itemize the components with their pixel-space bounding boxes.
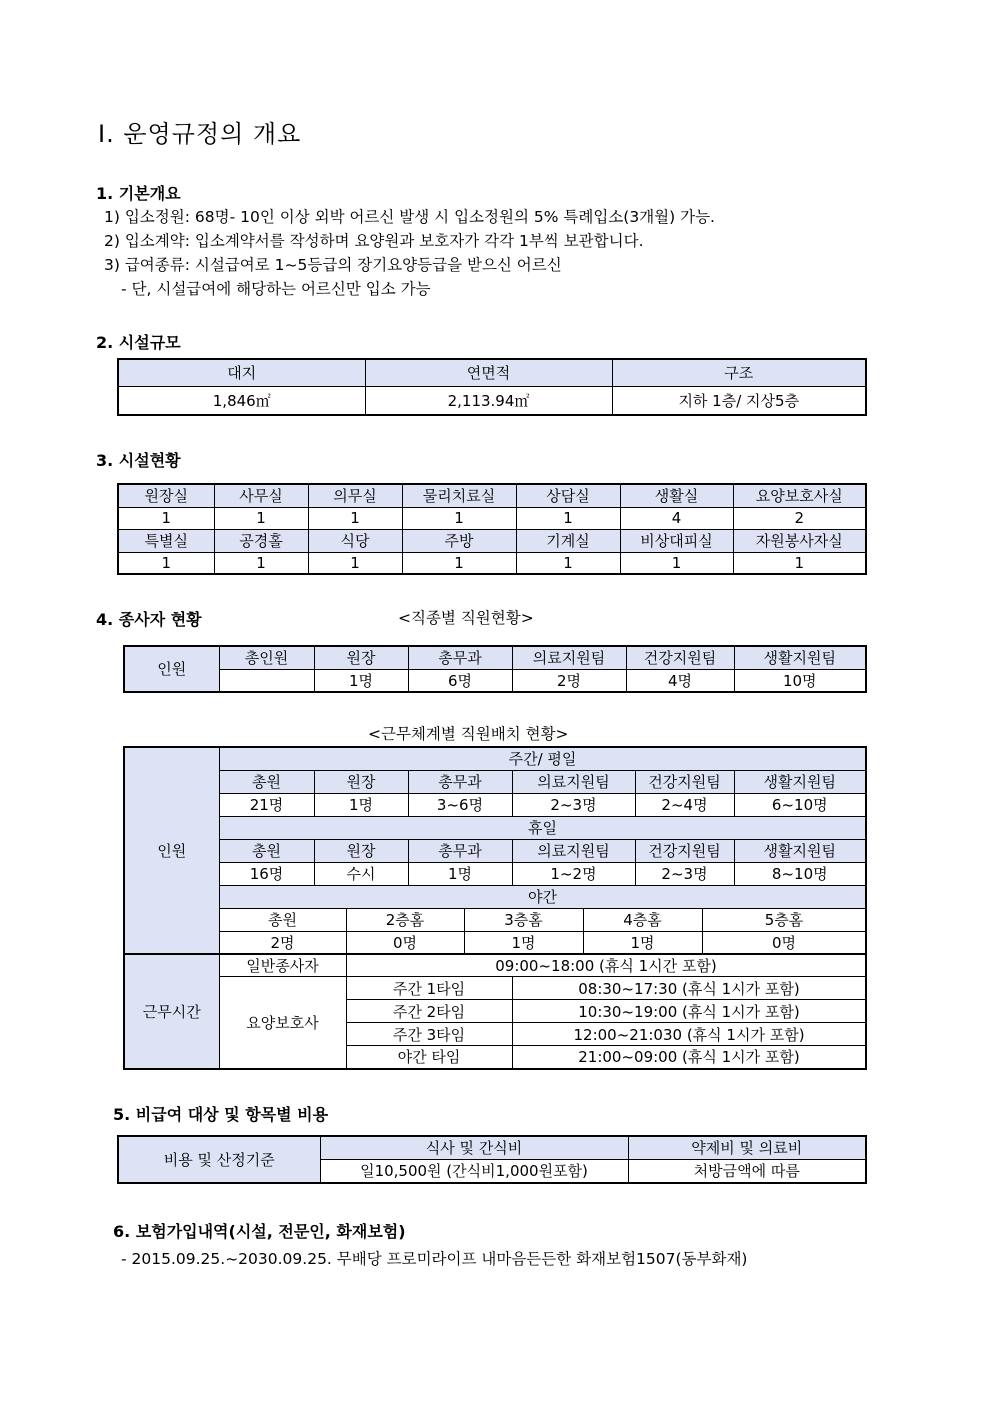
shift-deployment-caption: <근무체계별 직원배치 현황> [368, 725, 569, 743]
holiday-value: 2~3명 [635, 862, 734, 885]
shift-name: 주간 3타임 [346, 1023, 512, 1046]
room-header: 상담실 [516, 484, 620, 507]
shift-name: 야간 타임 [346, 1046, 512, 1069]
room-count: 1 [733, 552, 866, 574]
shift-hours: 08:30~17:30 (휴식 1시가 포함) [512, 977, 866, 1000]
basic-line-3: 3) 급여종류: 시설급여로 1~5등급의 장기요양등급을 받으신 어르신 [104, 256, 562, 274]
night-value: 0명 [346, 931, 464, 954]
room-header: 특별실 [118, 529, 214, 552]
night-header: 2층홈 [346, 908, 464, 931]
room-header: 주방 [402, 529, 516, 552]
weekday-value: 1명 [314, 793, 408, 816]
room-header: 생활실 [620, 484, 733, 507]
holiday-header: 총원 [219, 839, 314, 862]
section-3-heading: 3. 시설현황 [96, 451, 181, 470]
room-count: 1 [620, 552, 733, 574]
room-count: 2 [733, 507, 866, 529]
job-header: 원장 [314, 646, 408, 669]
room-count: 1 [214, 552, 308, 574]
job-header: 총인원 [219, 646, 314, 669]
section-5-heading: 5. 비급여 대상 및 항목별 비용 [113, 1105, 329, 1124]
basic-line-4: - 단, 시설급여에 해당하는 어르신만 입소 가능 [121, 280, 431, 298]
cost-header: 식사 및 간식비 [320, 1136, 628, 1159]
holiday-header: 의료지원팀 [512, 839, 635, 862]
holiday-header: 생활지원팀 [734, 839, 866, 862]
size-header-structure: 구조 [612, 359, 866, 386]
night-header: 총원 [219, 908, 346, 931]
holiday-title: 휴일 [219, 816, 866, 839]
basic-line-2: 2) 입소계약: 입소계약서를 작성하며 요양원과 보호자가 각각 1부씩 보관합니다. [104, 232, 644, 250]
section-6-heading: 6. 보험가입내역(시설, 전문인, 화재보험) [113, 1222, 406, 1241]
weekday-header: 총무과 [408, 770, 512, 793]
job-header: 건강지원팀 [626, 646, 734, 669]
cost-header: 약제비 및 의료비 [628, 1136, 866, 1159]
cost-value: 처방금액에 따름 [628, 1159, 866, 1183]
weekday-value: 2~4명 [635, 793, 734, 816]
weekday-header: 생활지원팀 [734, 770, 866, 793]
section-2-heading: 2. 시설규모 [96, 333, 181, 352]
room-count: 1 [516, 507, 620, 529]
non-covered-cost-table [117, 1135, 867, 1184]
general-staff-label: 일반종사자 [219, 954, 346, 977]
night-value: 0명 [702, 931, 866, 954]
weekday-value: 3~6명 [408, 793, 512, 816]
room-count: 1 [118, 507, 214, 529]
facility-size-table [117, 358, 867, 416]
weekday-value: 6~10명 [734, 793, 866, 816]
room-header: 공경홀 [214, 529, 308, 552]
care-worker-label: 요양보호사 [219, 977, 346, 1069]
night-header: 5층홈 [702, 908, 866, 931]
job-count: 1명 [314, 669, 408, 692]
size-header-floor-area: 연면적 [365, 359, 612, 386]
facility-status-table [117, 483, 867, 575]
night-header: 3층홈 [464, 908, 583, 931]
room-header: 물리치료실 [402, 484, 516, 507]
job-count: 2명 [512, 669, 626, 692]
room-header: 요양보호사실 [733, 484, 866, 507]
job-count: 6명 [408, 669, 512, 692]
job-count: 4명 [626, 669, 734, 692]
size-value-land: 1,846㎡ [118, 386, 365, 415]
weekday-header: 건강지원팀 [635, 770, 734, 793]
room-count: 1 [308, 552, 402, 574]
shift-deployment-table [123, 746, 867, 1070]
weekday-title: 주간/ 평일 [219, 747, 866, 770]
night-value: 2명 [219, 931, 346, 954]
room-header: 기계실 [516, 529, 620, 552]
weekday-header: 총원 [219, 770, 314, 793]
room-header: 의무실 [308, 484, 402, 507]
holiday-value: 16명 [219, 862, 314, 885]
job-count [219, 669, 314, 692]
shift-name: 주간 2타임 [346, 1000, 512, 1023]
night-value: 1명 [583, 931, 702, 954]
insurance-line: - 2015.09.25.~2030.09.25. 무배당 프로미라이프 내마음든든한 화재보험1507(동부화재) [121, 1250, 748, 1268]
holiday-header: 건강지원팀 [635, 839, 734, 862]
weekday-value: 2~3명 [512, 793, 635, 816]
cost-label: 비용 및 산정기준 [118, 1136, 320, 1183]
holiday-value: 1명 [408, 862, 512, 885]
holiday-value: 1~2명 [512, 862, 635, 885]
night-header: 4층홈 [583, 908, 702, 931]
cost-value: 일10,500원 (간식비1,000원포함) [320, 1159, 628, 1183]
room-count: 1 [308, 507, 402, 529]
weekday-header: 의료지원팀 [512, 770, 635, 793]
work-hours-label: 근무시간 [124, 954, 219, 1069]
room-header: 자원봉사자실 [733, 529, 866, 552]
room-header: 식당 [308, 529, 402, 552]
holiday-value: 수시 [314, 862, 408, 885]
room-count: 1 [118, 552, 214, 574]
shift-name: 주간 1타임 [346, 977, 512, 1000]
basic-line-1: 1) 입소정원: 68명- 10인 이상 외박 어르신 발생 시 입소정원의 5% 특례입소(3개월) 가능. [104, 208, 715, 226]
size-value-floor-area: 2,113.94㎡ [365, 386, 612, 415]
weekday-value: 21명 [219, 793, 314, 816]
staff-by-job-caption: <직종별 직원현황> [398, 609, 534, 627]
shift-hours: 10:30~19:00 (휴식 1시가 포함) [512, 1000, 866, 1023]
job-header: 의료지원팀 [512, 646, 626, 669]
room-header: 원장실 [118, 484, 214, 507]
job-header: 생활지원팀 [734, 646, 866, 669]
job-header: 총무과 [408, 646, 512, 669]
holiday-value: 8~10명 [734, 862, 866, 885]
section-1-heading: 1. 기본개요 [96, 184, 181, 203]
room-count: 1 [516, 552, 620, 574]
job-count: 10명 [734, 669, 866, 692]
room-count: 1 [402, 507, 516, 529]
holiday-header: 총무과 [408, 839, 512, 862]
room-count: 1 [402, 552, 516, 574]
page-title: Ⅰ. 운영규정의 개요 [98, 120, 302, 148]
shift-hours: 12:00~21:030 (휴식 1시가 포함) [512, 1023, 866, 1046]
room-header: 사무실 [214, 484, 308, 507]
holiday-header: 원장 [314, 839, 408, 862]
room-count: 4 [620, 507, 733, 529]
staff-section-label: 인원 [124, 747, 219, 954]
night-value: 1명 [464, 931, 583, 954]
general-staff-hours: 09:00~18:00 (휴식 1시간 포함) [346, 954, 866, 977]
staff-by-job-table [123, 645, 867, 693]
section-4-heading: 4. 종사자 현황 [96, 610, 202, 629]
room-count: 1 [214, 507, 308, 529]
staff-label: 인원 [124, 646, 219, 692]
room-header: 비상대피실 [620, 529, 733, 552]
weekday-header: 원장 [314, 770, 408, 793]
size-value-structure: 지하 1층/ 지상5층 [612, 386, 866, 415]
night-title: 야간 [219, 885, 866, 908]
shift-hours: 21:00~09:00 (휴식 1시가 포함) [512, 1046, 866, 1069]
size-header-land: 대지 [118, 359, 365, 386]
